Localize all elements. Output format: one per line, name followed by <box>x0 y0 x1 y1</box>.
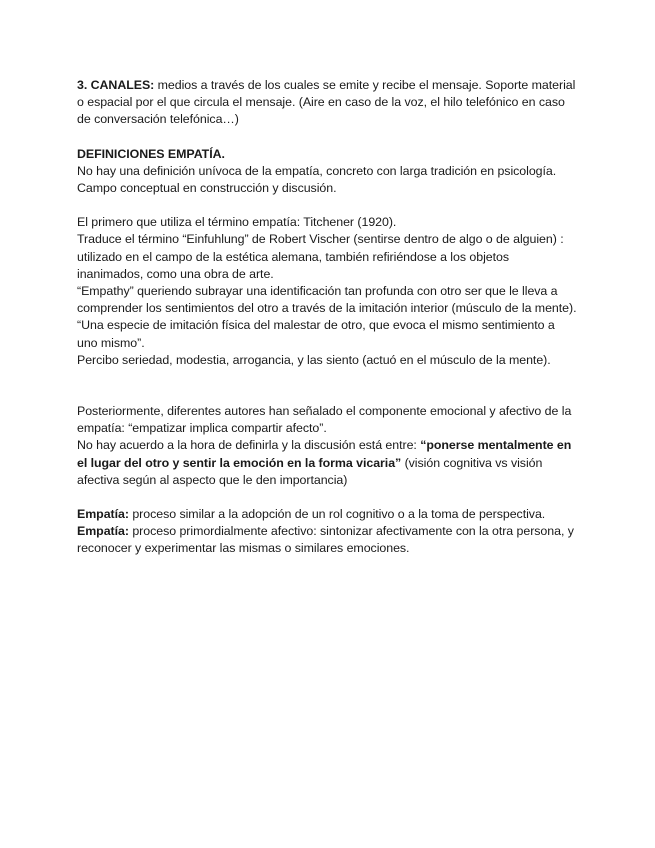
empatia-term: Empatía: <box>77 524 129 539</box>
posteriormente-line-1: Posteriormente, diferentes autores han señalado el componente emocional y afectivo de la empatía: “empatizar implica compartir afecto”. <box>77 404 572 436</box>
spacer <box>77 197 577 214</box>
posteriormente-prefix: No hay acuerdo a la hora de definirla y la discusión está entre: <box>77 438 421 453</box>
posteriormente-bold-quote: “ponerse mentalmente en el lugar del otro y sentir la emoción en la forma vicaria” <box>77 438 572 470</box>
canales-paragraph <box>77 77 577 129</box>
canales-text: medios a través de los cuales se emite y recibe el mensaje. Soporte material o espacial por el que circula el mensaje. (Aire en caso de la voz, el hilo telefónico en caso de conversación telefónica…) <box>77 78 576 127</box>
titchener-line-3: “Empathy” queriendo subrayar una identificación tan profunda con otro ser que le lleva a comprender los sentimientos del otro a través de la imitación interior (músculo de la mente). “Una especie de imitación física del malestar de otro, que evoca el mismo sentimiento a uno mismo”. <box>77 284 577 350</box>
titchener-line-4: Percibo seriedad, modestia, arrogancia, y las siento (actuó en el músculo de la mente). <box>77 352 551 367</box>
empatia-def-2 <box>77 523 577 557</box>
empatia-def-1 <box>77 506 577 523</box>
spacer <box>77 129 577 146</box>
canales-heading: 3. CANALES: <box>77 78 155 92</box>
document-page <box>77 77 577 558</box>
titchener-line-1: El primero que utiliza el término empatía: Titchener (1920). <box>77 215 397 230</box>
definiciones-text: No hay una definición unívoca de la empatía, concreto con larga tradición en psicología. Campo conceptual en construcción y discusión. <box>77 163 557 196</box>
empatia-def-text: proceso primordialmente afectivo: sintonizar afectivamente con la otra persona, y reconocer y experimentar las mismas o similares emociones. <box>77 524 574 556</box>
spacer <box>77 369 577 403</box>
definiciones-heading: DEFINICIONES EMPATÍA. <box>77 146 225 161</box>
empatia-def-text: proceso similar a la adopción de un rol cognitivo o a la toma de perspectiva. <box>128 507 546 522</box>
spacer <box>77 489 577 506</box>
posteriormente-suffix: (visión cognitiva vs visión afectiva según al aspecto que le den importancia) <box>77 455 543 487</box>
titchener-line-2: Traduce el término “Einfuhlung” de Robert Vischer (sentirse dentro de algo o de alguien) : utilizado en el campo de la estética alemana, también refiriéndose a los objetos inanimados, como una obra de arte. <box>77 232 564 281</box>
empatia-term: Empatía: <box>77 507 129 522</box>
posteriormente-line-2 <box>77 437 577 489</box>
definiciones-paragraph <box>77 146 577 198</box>
